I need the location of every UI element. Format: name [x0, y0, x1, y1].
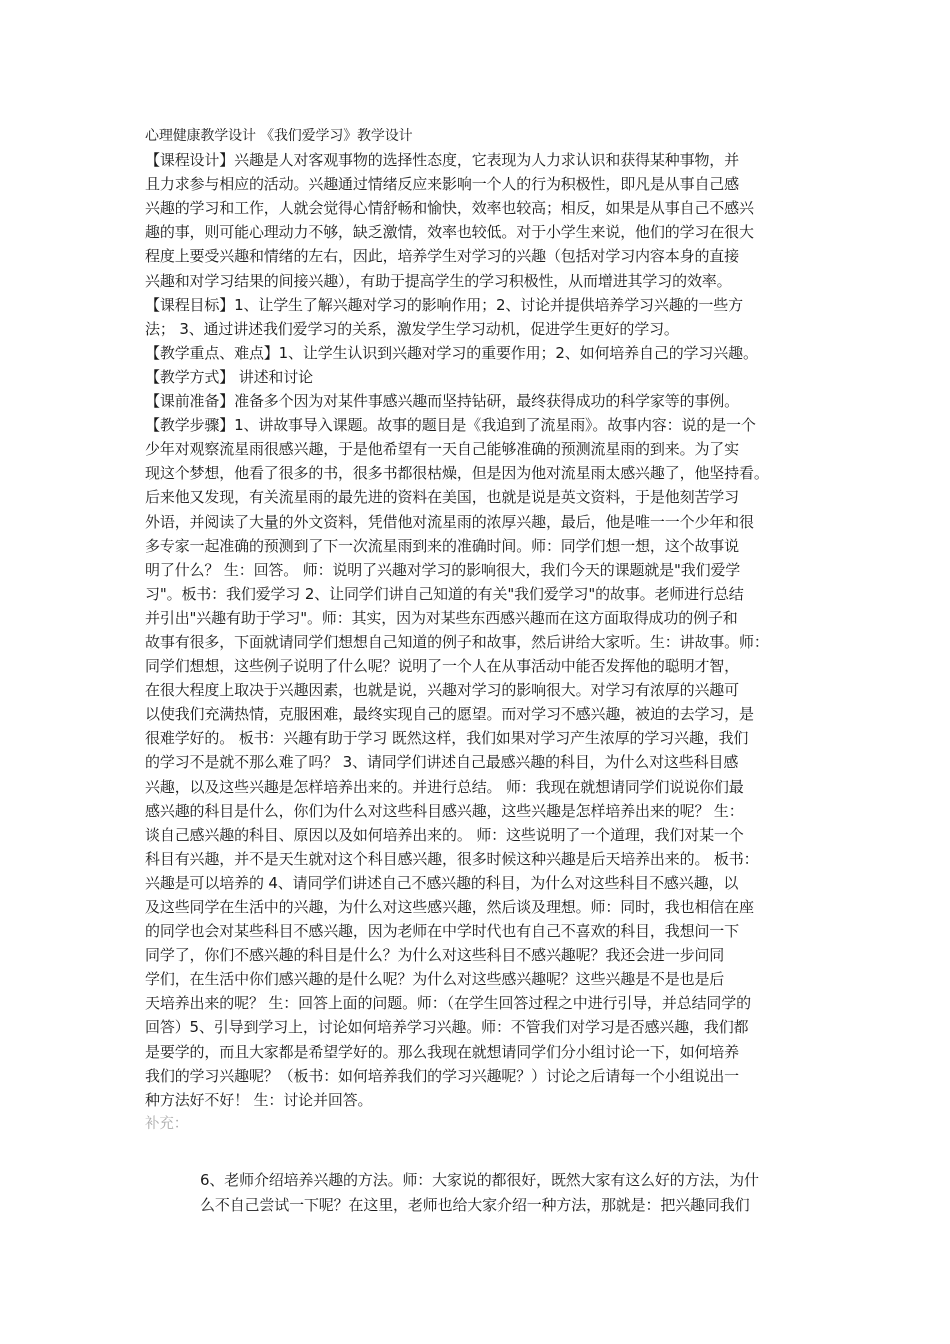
text-line: 趣的事，则可能心理动力不够，缺乏激情，效率也较低。对于小学生来说，他们的学习在很大 [145, 223, 754, 242]
text-line: 法； 3、通过讲述我们爱学习的关系，激发学生学习动机，促进学生更好的学习。 [145, 319, 679, 338]
text-line: 兴趣是可以培养的 4、请同学们讲述自己不感兴趣的科目，为什么对这些科目不感兴趣，以 [145, 873, 739, 892]
text-line: 同学们想想，这些例子说明了什么呢？说明了一个人在从事活动中能否发挥他的聪明才智， [145, 657, 740, 676]
text-line: 并引出"兴趣有助于学习"。师：其实，因为对某些东西感兴趣而在这方面取得成功的例子和 [145, 608, 738, 627]
text-line: 且力求参与相应的活动。兴趣通过情绪反应来影响一个人的行为积极性，即凡是从事自己感 [145, 175, 740, 194]
text-line: 少年对观察流星雨很感兴趣，于是他希望有一天自己能够准确的预测流星雨的到来。为了实 [145, 440, 740, 459]
text-line: 及这些同学在生活中的兴趣，为什么对这些感兴趣，然后谈及理想。师：同时，我也相信在座 [145, 898, 754, 916]
text-line: 很难学好的。 板书：兴趣有助于学习 既然这样，我们如果对学习产生浓厚的学习兴趣，我们 [145, 729, 749, 748]
text-line: 科目有兴趣，并不是天生就对这个科目感兴趣，很多时候这种兴趣是后天培养出来的。 板书： [145, 849, 759, 868]
text-line: 故事有很多，下面就请同学们想想自己知道的例子和故事，然后讲给大家听。生：讲故事。师： [145, 632, 769, 651]
text-line: 【教学步骤】1、讲故事导入课题。故事的题目是《我追到了流星雨》。故事内容：说的是一个 [145, 416, 756, 435]
text-line: 多专家一起准确的预测到了下一次流星雨到来的准确时间。师：同学们想一想，这个故事说 [145, 536, 740, 555]
text-line: 回答）5、引导到学习上，讨论如何培养学习兴趣。师：不管我们对学习是否感兴趣，我们都 [145, 1018, 749, 1037]
text-line: 外语，并阅读了大量的外文资料，凭借他对流星雨的浓厚兴趣，最后，他是唯一一个少年和很 [145, 512, 754, 531]
supplement-line: 么不自己尝试一下呢？在这里，老师也给大家介绍一种方法，那就是：把兴趣同我们 [200, 1196, 750, 1214]
text-line: 种方法好不好！ 生：讨论并回答。 [145, 1090, 373, 1109]
text-line: 我们的学习兴趣呢？（板书：如何培养我们的学习兴趣呢？）讨论之后请每一个小组说出一 [145, 1066, 740, 1085]
text-line: 学们，在生活中你们感兴趣的是什么呢？为什么对这些感兴趣呢？这些兴趣是不是也是后 [145, 970, 725, 989]
text-line: 明了什么？ 生：回答。 师：说明了兴趣对学习的影响很大，我们今天的课题就是"我们爱学 [145, 560, 741, 579]
text-line: 以使我们充满热情，克服困难，最终实现自己的愿望。而对学习不感兴趣，被迫的去学习，是 [145, 705, 754, 724]
text-line: 【教学方式】 讲述和讨论 [145, 367, 313, 386]
text-line: 感兴趣的科目是什么，你们为什么对这些科目感兴趣，这些兴趣是怎样培养出来的呢？ 生： [145, 801, 744, 820]
text-line: 兴趣和对学习结果的间接兴趣），有助于提高学生的学习积极性，从而增进其学习的效率。 [145, 271, 732, 290]
text-line: 【课程设计】兴趣是人对客观事物的选择性态度，它表现为人力求认识和获得某种事物，并 [145, 151, 740, 170]
supplement-note-label: 补充： [145, 1115, 189, 1132]
text-line: 天培养出来的呢？ 生：回答上面的问题。师：（在学生回答过程之中进行引导，并总结同学的 [145, 994, 751, 1013]
text-line: 兴趣的学习和工作，人就会觉得心情舒畅和愉快，效率也较高；相反，如果是从事自己不感兴 [145, 199, 754, 218]
text-line: 的同学也会对某些科目不感兴趣，因为老师在中学时代也有自己不喜欢的科目，我想问一下 [145, 922, 740, 941]
text-line: 程度上要受兴趣和情绪的左右，因此，培养学生对学习的兴趣（包括对学习内容本身的直接 [145, 247, 740, 266]
text-line: 同学了，你们不感兴趣的科目是什么？为什么对这些科目不感兴趣呢？我还会进一步问同 [145, 946, 725, 965]
text-line: 谈自己感兴趣的科目、原因以及如何培养出来的。 师：这些说明了一个道理，我们对某一个 [145, 825, 744, 844]
text-line: 【教学重点、难点】1、让学生认识到兴趣对学习的重要作用；2、如何培养自己的学习兴趣。 [145, 343, 758, 362]
supplement-section [200, 1168, 820, 1218]
document-title: 心理健康教学设计 《我们爱学习》教学设计 [145, 128, 413, 144]
text-line: 后来他又发现，有关流星雨的最先进的资料在美国，也就是说是英文资料，于是他刻苦学习 [145, 488, 740, 507]
text-line: 【课前准备】准备多个因为对某件事感兴趣而坚持钻研，最终获得成功的科学家等的事例。 [145, 392, 740, 411]
text-line: 习"。板书：我们爱学习 2、让同学们讲自己知道的有关"我们爱学习"的故事。老师进行总结 [145, 584, 744, 603]
text-line: 兴趣，以及这些兴趣是怎样培养出来的。并进行总结。 师：我现在就想请同学们说说你们最 [145, 777, 744, 796]
text-line: 是要学的，而且大家都是希望学好的。那么我现在就想请同学们分小组讨论一下，如何培养 [145, 1042, 740, 1061]
text-line: 在很大程度上取决于兴趣因素，也就是说，兴趣对学习的影响很大。对学习有浓厚的兴趣可 [145, 681, 740, 700]
text-line: 现这个梦想，他看了很多的书，很多书都很枯燥，但是因为他对流星雨太感兴趣了，他坚持看。 [145, 464, 769, 483]
supplement-line: 6、老师介绍培养兴趣的方法。师：大家说的都很好，既然大家有这么好的方法，为什 [200, 1171, 759, 1189]
text-line: 【课程目标】1、让学生了解兴趣对学习的影响作用；2、讨论并提供培养学习兴趣的一些方 [145, 295, 743, 314]
text-line: 的学习不是就不那么难了吗？ 3、请同学们讲述自己最感兴趣的科目，为什么对这些科目感 [145, 753, 739, 772]
document-body [145, 124, 820, 1136]
